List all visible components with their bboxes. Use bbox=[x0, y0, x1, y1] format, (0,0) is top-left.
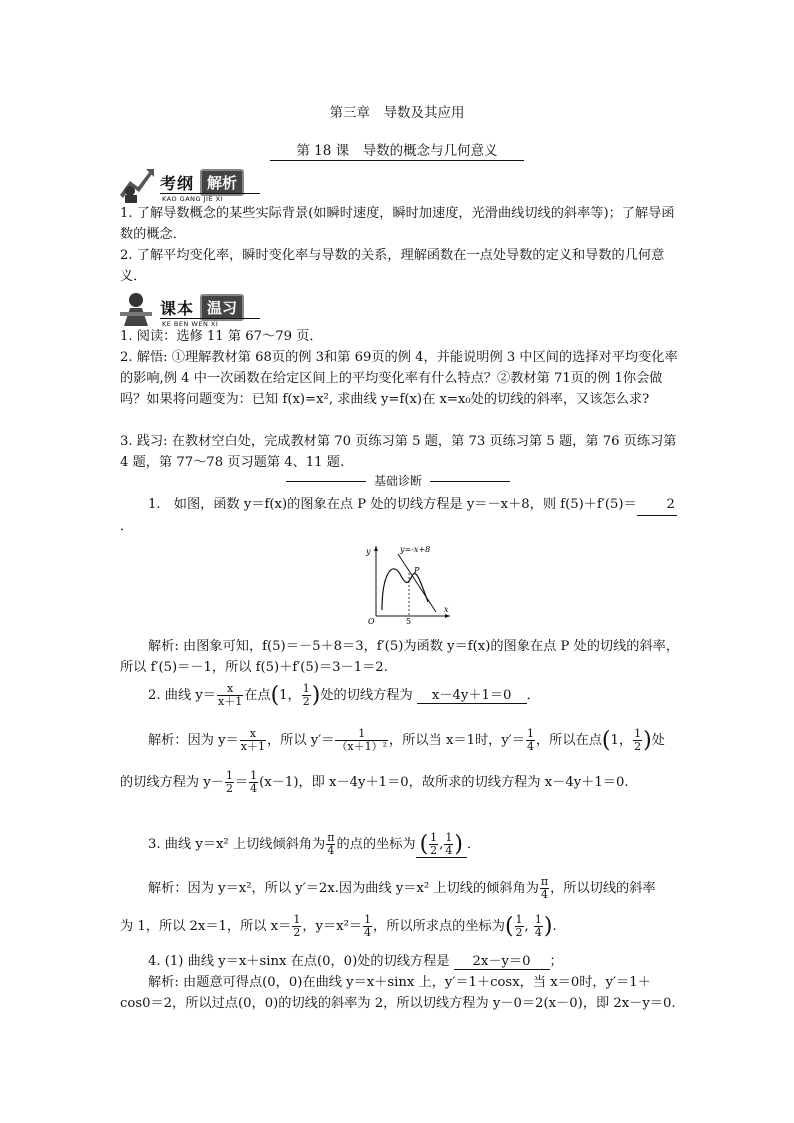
q2-point-x: 1， bbox=[279, 688, 301, 703]
graph-tick-label: 5 bbox=[406, 617, 412, 626]
review-1: 1. 阅读：选修 11 第 67～79 页． bbox=[120, 329, 323, 344]
q3-ans-y bbox=[444, 832, 453, 857]
q2-sol-frac bbox=[240, 728, 266, 753]
frac-den: 2 bbox=[634, 740, 642, 753]
frac-num: 1 bbox=[515, 913, 523, 926]
frac-num: π bbox=[327, 831, 335, 844]
frac-num: 1 bbox=[430, 831, 438, 844]
q1-text: 1. 如图，函数 y＝f(x)的图象在点 P 处的切线方程是 y＝－x＋8，则 f(5)＋f′(5)＝ bbox=[148, 497, 637, 512]
frac-den: 4 bbox=[364, 926, 372, 939]
q2-sol-l2c: (x－1)，即 x－4y＋1＝0，故所求的切线方程为 x－4y＋1＝0. bbox=[259, 775, 629, 790]
q2-post: 处的切线方程为 bbox=[320, 688, 413, 703]
question-4 bbox=[148, 950, 563, 970]
paren-close: ) bbox=[454, 832, 463, 857]
q4-tail: ； bbox=[549, 954, 563, 969]
frac-den: 2 bbox=[515, 926, 523, 939]
paren-open: ( bbox=[419, 832, 429, 857]
q3-sol-a: 解析：因为 y＝x²，所以 y′＝2x.因为曲线 y＝x² 上切线的倾斜角为 bbox=[148, 881, 539, 896]
frac-den: 2 bbox=[293, 926, 301, 939]
q3-answer: ( $\frac{1}{2}$ , $\frac{1}{4}$ ) bbox=[416, 832, 467, 858]
q2-point-frac bbox=[302, 683, 311, 708]
banner-label-b: 解析 bbox=[200, 169, 244, 196]
frac-num: x bbox=[240, 728, 266, 741]
graph-origin-label: O bbox=[368, 617, 375, 626]
q2-solution-line1 bbox=[148, 728, 665, 753]
q3-sol-l2b: ，y＝x²＝ bbox=[302, 919, 363, 934]
graph-tangent-label: y=-x+8 bbox=[400, 545, 431, 554]
q4-solution: 解析: 由题意可得点(0，0)在曲线 y＝x＋sinx 上，y′＝1＋cosx，当 x＝0时，y′＝1＋cos0＝2，所以过点(0，0)的切线的斜率为 2，所以切线方程为 y－0＝2(x－0)，即 2x－y＝0. bbox=[120, 975, 676, 1011]
frac-den: 2 bbox=[430, 844, 438, 857]
q2-sol-c: ，所以当 x＝1时，y′＝ bbox=[389, 733, 525, 748]
reading-figure-icon bbox=[116, 165, 156, 203]
frac-den: 4 bbox=[541, 888, 548, 901]
frac-den: 4 bbox=[327, 844, 335, 857]
q3-sol-angle bbox=[540, 876, 549, 901]
q2-sol-d: ，所以在点 bbox=[535, 733, 602, 748]
section-banner-keben bbox=[116, 290, 376, 330]
frac-den: 4 bbox=[526, 740, 534, 753]
paren-open: ( bbox=[270, 683, 280, 708]
frac-num: 1 bbox=[293, 913, 301, 926]
q3-sol-l2c: ，所以所求点的坐标为 bbox=[373, 919, 505, 934]
q3-solution-line1 bbox=[148, 876, 656, 901]
banner-pinyin: KAO GANG JIE XI bbox=[162, 195, 223, 203]
goal-2: 2. 了解平均变化率，瞬时变化率与导数的关系，理解函数在一点处导数的定义和导数的几何意义． bbox=[120, 248, 665, 284]
paren-close: ) bbox=[543, 914, 553, 939]
q2-sol-b: ，所以 y′＝ bbox=[266, 733, 335, 748]
q4-pre: 4. (1) 曲线 y＝x＋sinx 在点(0，0)处的切线方程是 bbox=[148, 954, 450, 969]
q2-solution-line2 bbox=[120, 770, 629, 795]
q3-ans-x bbox=[429, 832, 438, 857]
q2-fraction bbox=[217, 683, 243, 708]
frac-num: 1 bbox=[335, 728, 388, 741]
q2-sol-l2b: ＝ bbox=[234, 775, 249, 790]
graph-x-label: x bbox=[444, 605, 449, 614]
q2-sol-l2-frac2 bbox=[249, 770, 258, 795]
review-2: 2. 解悟: ①理解教材第 68页的例 3和第 69页的例 4，并能说明例 3 中区间的选择对平均变化率的影响,例 4 中一次函数在给定区间上的平均变化率有什么特点？②教材第 71页的例 1你会做吗？如果将问题变为：已知 f(x)=x², 求曲线 y=f(x)在 x=x₀处的切线的斜率，又该怎么求? bbox=[120, 350, 678, 407]
paren-close: ) bbox=[311, 683, 321, 708]
frac-den: 2 bbox=[302, 695, 310, 708]
q2-tail: ． bbox=[526, 688, 540, 703]
frac-den: 2 bbox=[225, 782, 233, 795]
q1-graph bbox=[362, 540, 454, 626]
paren-open: ( bbox=[601, 728, 611, 753]
q4-answer: 2x－y＝0 bbox=[454, 950, 550, 970]
q2-sol-l2-frac1 bbox=[225, 770, 234, 795]
q2-sol-deriv bbox=[335, 728, 388, 753]
q3-angle-frac bbox=[326, 832, 335, 857]
review-3: 3. 践习: 在教材空白处，完成教材第 70 页练习第 5 题，第 73 页练习第 5 题，第 76 页练习第 4 题，第 77～78 页习题第 4、11 题. bbox=[120, 434, 677, 470]
q3-sol-l2d: . bbox=[552, 919, 557, 934]
frac-num: 1 bbox=[634, 727, 642, 740]
banner-pinyin: KE BEN WEN XI bbox=[162, 320, 219, 328]
q1-answer: 2 bbox=[637, 494, 677, 516]
graph-point-label: P bbox=[414, 566, 420, 575]
q3-sol-y bbox=[363, 914, 372, 939]
reading-figure-icon bbox=[116, 290, 156, 328]
frac-num: x bbox=[217, 683, 243, 696]
paren-close: ) bbox=[643, 728, 652, 753]
section-divider: 基础诊断 bbox=[258, 472, 538, 489]
q1-tail: ． bbox=[120, 519, 134, 534]
q1-solution: 解析: 由图象可知，f(5)＝－5＋8＝3，f′(5)为函数 y＝f(x)的图象在点 P 处的切线的斜率，所以 f′(5)＝－1，所以 f(5)＋f′(5)＝3－1＝2. bbox=[120, 639, 680, 675]
q2-pre: 2. 曲线 y＝ bbox=[148, 688, 216, 703]
q2-sol-e: 处 bbox=[651, 733, 665, 748]
frac-den: 4 bbox=[445, 844, 453, 857]
q2-sol-slope bbox=[526, 728, 535, 753]
q3-post: 的点的坐标为 bbox=[336, 837, 416, 852]
banner-underline bbox=[160, 318, 260, 319]
frac-num: 1 bbox=[225, 769, 233, 782]
frac-num: π bbox=[540, 875, 549, 888]
frac-num: 1 bbox=[364, 913, 372, 926]
q2-sol-a: 解析：因为 y＝ bbox=[148, 733, 239, 748]
lesson-title bbox=[0, 139, 794, 159]
goal-1: 1. 了解导数概念的某些实际背景(如瞬时速度，瞬时加速度，光滑曲线切线的斜率等)；了解导函数的概念． bbox=[120, 206, 675, 242]
graph-y-label: y bbox=[366, 547, 371, 556]
frac-num: 1 bbox=[302, 682, 310, 695]
q2-sol-point-x: 1， bbox=[610, 733, 633, 748]
q3-sol-l2a: 为 1，所以 2x＝1，所以 x＝ bbox=[120, 919, 292, 934]
q2-mid: 在点 bbox=[244, 688, 271, 703]
q3-tail: ． bbox=[466, 837, 481, 852]
frac-num: 1 bbox=[534, 913, 542, 926]
frac-num: 1 bbox=[526, 727, 534, 740]
frac-num: 1 bbox=[445, 831, 453, 844]
paren-open: ( bbox=[504, 914, 514, 939]
banner-underline bbox=[160, 193, 260, 194]
q3-sol-x bbox=[292, 914, 301, 939]
q3-sol-pt-y bbox=[534, 914, 543, 939]
lesson-title-text: 第 18 课 导数的概念与几何意义 bbox=[270, 143, 523, 161]
frac-den: 4 bbox=[534, 926, 542, 939]
question-3 bbox=[148, 832, 480, 858]
q2-sol-point-frac bbox=[633, 728, 642, 753]
question-2 bbox=[148, 683, 540, 708]
q3-sol-b: ，所以切线的斜率 bbox=[550, 881, 656, 896]
q2-answer: x－4y＋1＝0 bbox=[417, 684, 527, 704]
section-banner-kaogang bbox=[116, 165, 376, 205]
chapter-title: 第三章 导数及其应用 bbox=[329, 105, 465, 121]
frac-den: 4 bbox=[250, 782, 258, 795]
q3-pre: 3. 曲线 y＝x² 上切线倾斜角为 bbox=[148, 837, 326, 852]
frac-den: x＋1 bbox=[217, 695, 243, 708]
banner-label-a: 课本 bbox=[160, 299, 195, 318]
question-1 bbox=[120, 494, 680, 537]
frac-den: x＋1 bbox=[240, 740, 265, 753]
banner-label-a: 考纲 bbox=[160, 174, 195, 193]
frac-num: 1 bbox=[250, 769, 258, 782]
q2-sol-l2a: 的切线方程为 y－ bbox=[120, 775, 224, 790]
banner-label-b: 温习 bbox=[200, 294, 244, 321]
frac-den: （x＋1）² bbox=[336, 740, 387, 753]
q3-sol-pt-x bbox=[515, 914, 524, 939]
q3-solution-line2: 为 1，所以 2x＝1，所以 x＝ $\frac{1}{2}$ ，y＝x²＝ $\frac{1}{4}$ ，所以所求点的坐标为( $\frac{1}{2}$ , $\frac{1}{4}$ ). bbox=[120, 913, 557, 939]
